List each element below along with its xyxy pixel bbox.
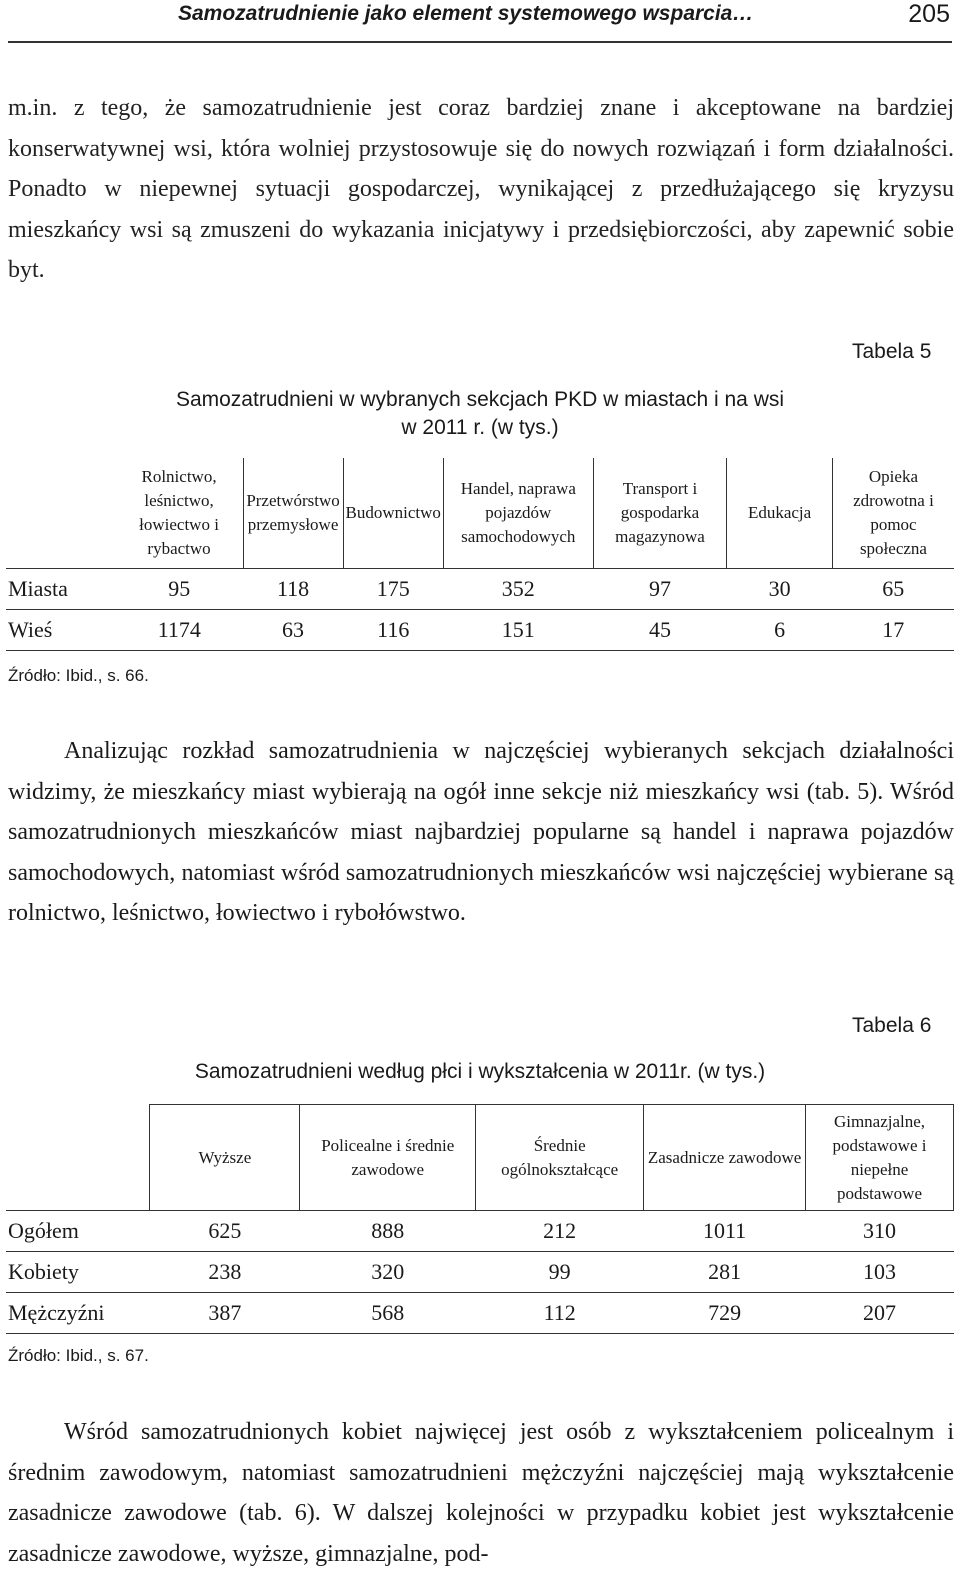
table-row — [6, 568, 954, 609]
running-title: Samozatrudnienie jako element systemowego wsparcia… — [178, 2, 754, 25]
table6-col-header: Policealne i średnie zawodowe — [300, 1105, 476, 1211]
table-cell: 45 — [593, 609, 727, 650]
table-row — [6, 609, 954, 650]
table5 — [6, 458, 954, 651]
table6-col-header: Zasadnicze zawodowe — [644, 1105, 806, 1211]
table-cell: 30 — [727, 568, 833, 609]
table-cell: 99 — [476, 1252, 644, 1293]
table-cell: 151 — [443, 609, 593, 650]
row-label: Ogółem — [6, 1211, 150, 1252]
table5-caption-line1: Samozatrudnieni w wybranych sekcjach PKD w miastach i na wsi — [175, 388, 785, 411]
table-cell: 6 — [727, 609, 833, 650]
table-cell: 310 — [806, 1211, 954, 1252]
table5-caption — [80, 386, 880, 442]
table6-source: Źródło: Ibid., s. 67. — [8, 1346, 149, 1365]
table-cell: 65 — [832, 568, 954, 609]
table-cell: 207 — [806, 1293, 954, 1334]
table-row — [6, 1293, 954, 1334]
table-cell: 238 — [150, 1252, 300, 1293]
table-cell: 387 — [150, 1293, 300, 1334]
table-cell: 729 — [644, 1293, 806, 1334]
table6-caption: Samozatrudnieni według płci i wykształcenia w 2011r. (w tys.) — [194, 1060, 766, 1083]
table5-col-header: Opieka zdrowotna i pomoc społeczna — [832, 458, 954, 568]
table-cell: 568 — [300, 1293, 476, 1334]
table6-col-header: Wyższe — [150, 1105, 300, 1211]
table6-label: Tabela 6 — [852, 1014, 932, 1037]
analysis-paragraph: Analizując rozkład samozatrudnienia w najczęściej wybieranych sekcjach działalności widzimy, że mieszkańcy miast wybierają na ogół inne sekcje niż mieszkańcy wsi (tab. 5). Wśród samozatrudnionych mieszkańców miast najbardziej popularne są handel i naprawa pojazdów samochodowych, natomiast wśród samozatrudnionych mieszkańców wsi najczęściej wybierane są rolnictwo, leśnictwo, łowiectwo i rybołówstwo. — [8, 738, 954, 926]
table-cell: 1011 — [644, 1211, 806, 1252]
table6 — [6, 1104, 954, 1334]
table-cell: 281 — [644, 1252, 806, 1293]
table-cell: 63 — [243, 609, 343, 650]
table5-col-header: Przetwórstwo przemysłowe — [243, 458, 343, 568]
row-label: Kobiety — [6, 1252, 150, 1293]
table5-label: Tabela 5 — [852, 340, 932, 363]
table5-caption-line2: w 2011 r. (w tys.) — [401, 416, 559, 439]
table5-header-row — [6, 458, 954, 568]
table-cell: 116 — [343, 609, 443, 650]
row-label: Mężczyźni — [6, 1293, 150, 1334]
table-row — [6, 1211, 954, 1252]
table5-col-header: Budownictwo — [343, 458, 443, 568]
table6-col-header: Gimnazjalne, podstawowe i niepełne podstawowe — [806, 1105, 954, 1211]
table5-col-header: Rolnictwo, leśnictwo, łowiectwo i rybactwo — [139, 466, 219, 558]
table-cell: 103 — [806, 1252, 954, 1293]
table-cell: 352 — [443, 568, 593, 609]
table-cell: 625 — [150, 1211, 300, 1252]
table-cell: 95 — [116, 568, 244, 609]
page-header — [0, 0, 960, 44]
page-number: 205 — [908, 0, 950, 28]
table-cell: 320 — [300, 1252, 476, 1293]
table-cell: 17 — [832, 609, 954, 650]
table-row — [6, 1252, 954, 1293]
table-cell: 118 — [243, 568, 343, 609]
table5-col-header: Transport i gospodarka magazynowa — [593, 458, 727, 568]
header-rule — [8, 41, 952, 43]
table5-source: Źródło: Ibid., s. 66. — [8, 666, 149, 685]
row-label: Miasta — [6, 568, 116, 609]
closing-paragraph: Wśród samozatrudnionych kobiet najwięcej jest osób z wykształceniem policealnym i średnim zawodowym, natomiast samozatrudnieni mężczyźni najczęściej mają wykształcenie zasadnicze zawodowe (tab. 6). W dalszej kolejności w przypadku kobiet jest wykształcenie zasadnicze zawodowe, wyższe, gimnazjalne, pod- — [8, 1419, 954, 1567]
table6-corner — [6, 1105, 150, 1211]
table5-col-header: Edukacja — [727, 458, 833, 568]
table6-col-header: Średnie ogólnokształcące — [476, 1105, 644, 1211]
table5-col-header: Handel, naprawa pojazdów samochodowych — [443, 458, 593, 568]
table-cell: 212 — [476, 1211, 644, 1252]
table6-header-row — [6, 1105, 954, 1211]
table-cell: 1174 — [116, 609, 244, 650]
table-cell: 888 — [300, 1211, 476, 1252]
table-cell: 97 — [593, 568, 727, 609]
intro-paragraph: m.in. z tego, że samozatrudnienie jest coraz bardziej znane i akceptowane na bardziej konserwatywnej wsi, która wolniej przystosowuje się do nowych rozwiązań i form działalności. Ponadto w niepewnej sytuacji gospodarczej, wynikającej z przedłużającego się kryzysu mieszkańcy wsi są zmuszeni do wykazania inicjatywy i przedsiębiorczości, aby zapewnić sobie byt. — [8, 95, 954, 283]
row-label: Wieś — [6, 609, 116, 650]
table-cell: 112 — [476, 1293, 644, 1334]
table5-corner — [6, 458, 116, 568]
table-cell: 175 — [343, 568, 443, 609]
